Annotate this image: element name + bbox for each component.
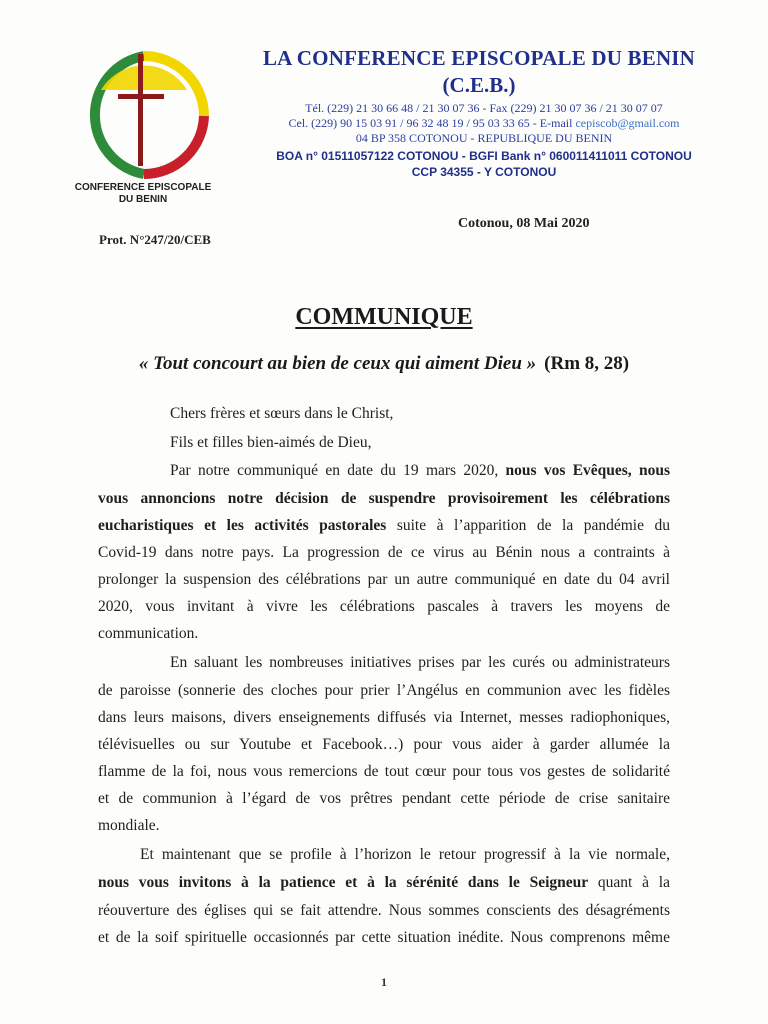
page-number: 1 [381,975,387,989]
epigraph-reference: (Rm 8, 28) [544,353,630,374]
epigraph [0,353,768,375]
p1-line-5: prolonger la suspension des célébrations par un autre communiqué en date du 04 avril [98,571,670,588]
postal-account: CCP 34355 - Y COTONOU [411,165,557,179]
p3-line-3: réouverture des églises qui se fait attendre. Nous sommes conscients des désagréments [98,902,670,919]
protocol-number: Prot. N°247/20/CEB [99,232,211,247]
p3-line-1: Et maintenant que se profile à l’horizon le retour progressif à la vie normale, [140,846,670,863]
p3-line-4: et de la soif spirituelle occasionnés par cette situation inédite. Nous comprenons même [98,929,670,946]
p1-line-2: vous annoncions notre décision de suspendre provisoirement les célébrations [98,490,670,507]
bank-accounts: BOA n° 01511057122 COTONOU - BGFI Bank n° 060011411011 COTONOU [276,149,692,163]
p2-line-5: flamme de la foi, nous vous remercions de tout cœur pour tous vos gestes de solidarité [98,763,670,780]
logo-caption-line-1: CONFERENCE EPISCOPALE [74,182,212,193]
document-date: Cotonou, 08 Mai 2020 [458,216,590,231]
p2-line-1: En saluant les nombreuses initiatives prises par les curés ou administrateurs [170,654,670,671]
organization-abbreviation: (C.E.B.) [442,73,516,97]
greeting-line-1: Chers frères et sœurs dans le Christ, [170,405,394,422]
p2-line-6: et de communion à l’égard de vos prêtres pendant cette période de crise sanitaire [98,790,670,807]
postal-address: 04 BP 358 COTONOU - REPUBLIQUE DU BENIN [355,131,613,145]
episcopal-conference-logo [74,50,214,180]
p1-line-4: Covid-19 dans notre pays. La progression de ce virus au Bénin nous a contraints à [98,544,670,561]
logo-caption-line-2: DU BENIN [118,194,168,205]
p1-line-6: 2020, vous invitant à vivre les célébrations pascales à travers les moyens de [98,598,670,615]
greeting-line-2: Fils et filles bien-aimés de Dieu, [170,434,372,451]
p3-line-2: nous vous invitons à la patience et à la sérénité dans le Seigneur quant à la [98,874,670,891]
epigraph-quote: « Tout concourt au bien de ceux qui aiment Dieu » [138,353,537,374]
logo-caption [58,182,228,206]
cellphone-numbers: Cel. (229) 90 15 03 91 / 96 32 48 19 / 95 03 33 65 - E-mail [288,116,573,130]
organization-title: LA CONFERENCE EPISCOPALE DU BENIN [262,46,696,70]
p2-line-2: de paroisse (sonnerie des cloches pour prier l’Angélus en communion avec les fidèles [98,682,670,699]
email-address[interactable]: cepiscob@gmail.com [575,116,680,130]
p2-line-7: mondiale. [98,817,160,834]
p2-line-4: télévisuelles ou sur Youtube et Facebook…) pour vous aider à garder allumée la [98,736,670,753]
p1-line-1: Par notre communiqué en date du 19 mars 2020, nous vos Evêques, nous [170,462,671,479]
p2-line-3: dans leurs maisons, divers enseignements diffusés via Internet, messes radiophoniques, [98,709,670,726]
cellphone-email-line [224,116,744,130]
p1-line-3: eucharistiques et les activités pastorales suite à l’apparition de la pandémie du [98,517,670,534]
telephone-line: Tél. (229) 21 30 66 48 / 21 30 07 36 - Fax (229) 21 30 07 36 / 21 30 07 07 [305,101,663,115]
document-title: COMMUNIQUE [295,304,473,330]
p1-line-7: communication. [98,625,199,642]
